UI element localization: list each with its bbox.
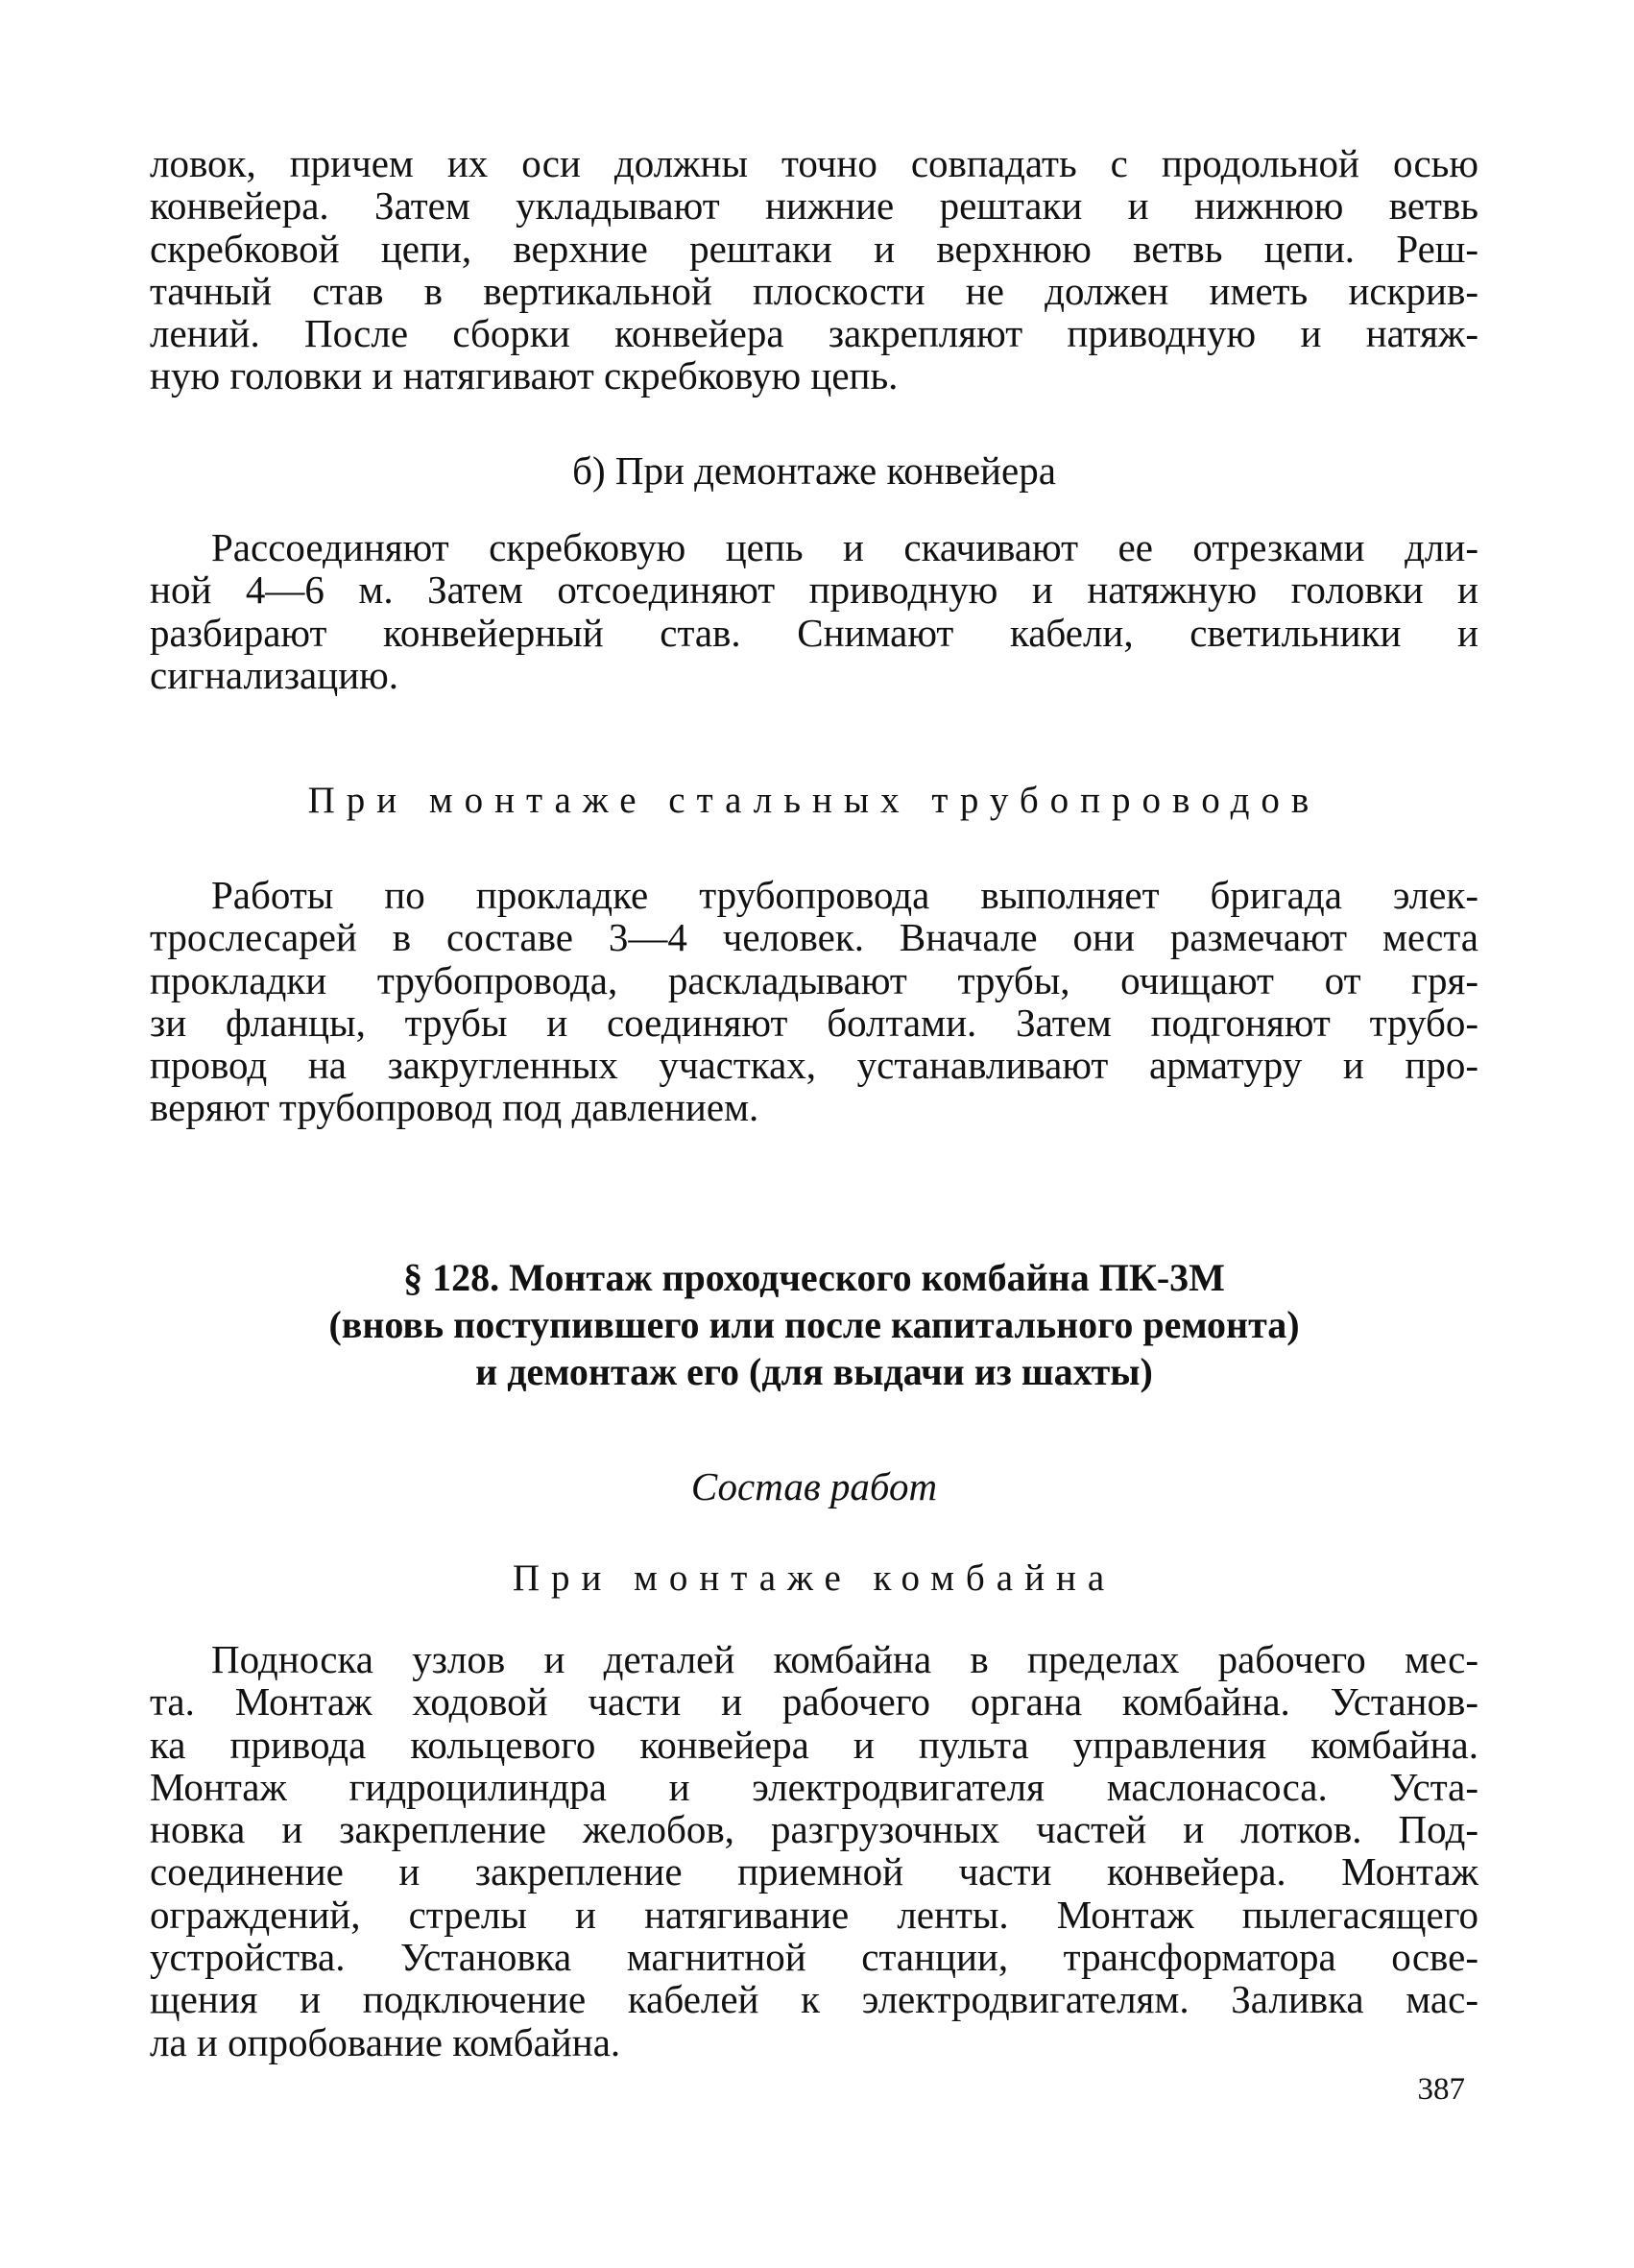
text-line: сигнализацию. (150, 652, 399, 697)
text-line: щения и подключение кабелей к электродвигателям. Заливка мас- (150, 1977, 1478, 2022)
text-line: ла и опробование комбайна. (150, 2019, 621, 2064)
text-line: устройства. Установка магнитной станции, трансформатора осве- (150, 1935, 1478, 1980)
subheading-pipelines: При монтаже стальных трубопроводов (307, 780, 1321, 821)
text-line: ка привода кольцевого конвейера и пульта управления комбайна. (150, 1722, 1478, 1767)
text-line: провод на закругленных участках, устанавливают арматуру и про- (150, 1043, 1478, 1088)
text-line: тачный став в вертикальной плоскости не должен иметь искрив- (150, 268, 1478, 313)
section-heading (150, 1254, 1478, 1395)
text-line: зи фланцы, трубы и соединяют болтами. Затем подгоняют трубо- (150, 1000, 1478, 1045)
paragraph-pipelines (150, 874, 1478, 1129)
paragraph-combine-assembly (150, 1638, 1478, 2063)
composition-heading: Состав работ (690, 1464, 938, 1508)
text-line: лений. После сборки конвейера закрепляют приводную и натяж- (150, 311, 1478, 356)
text-line: веряют трубопровод под давлением. (150, 1085, 759, 1130)
text-line: конвейера. Затем укладывают нижние рештаки и нижнюю ветвь (150, 183, 1478, 229)
text-line: ную головки и натягивают скребковую цепь. (150, 353, 899, 398)
text-line: новка и закрепление желобов, разгрузочных частей и лотков. Под- (150, 1807, 1478, 1852)
text-line: разбирают конвейерный став. Снимают кабели, светильники и (150, 610, 1478, 655)
text-line: трослесарей в составе 3—4 человек. Вначале они размечают места (150, 915, 1478, 960)
text-line: ограждений, стрелы и натягивание ленты. Монтаж пылегасящего (150, 1892, 1478, 1937)
subheading-combine: При монтаже комбайна (512, 1557, 1117, 1599)
subheading-dismantle: б) При демонтаже конвейера (572, 448, 1056, 493)
text-line: Монтаж гидроцилиндра и электродвигателя маслонасоса. Уста- (150, 1764, 1478, 1809)
page-number: 387 (1417, 2072, 1465, 2107)
section-heading-line: и демонтаж его (для выдачи из шахты) (475, 1350, 1153, 1393)
text-line: Подноска узлов и деталей комбайна в пределах рабочего мес- (211, 1637, 1478, 1681)
text-line: соединение и закрепление приемной части конвейера. Монтаж (150, 1849, 1478, 1894)
text-line: ной 4—6 м. Затем отсоединяют приводную и натяжную головки и (150, 567, 1478, 613)
section-heading-line: (вновь поступившего или после капитального ремонта) (328, 1303, 1300, 1346)
text-line: та. Монтаж ходовой части и рабочего органа комбайна. Установ- (150, 1679, 1478, 1725)
text-line: скребковой цепи, верхние рештаки и верхнюю ветвь цепи. Реш- (150, 226, 1478, 271)
paragraph-conveyor-assembly (150, 142, 1478, 398)
text-line: ловок, причем их оси должны точно совпадать с продольной осью (150, 141, 1478, 185)
text-line: прокладки трубопровода, раскладывают трубы, очищают от гря- (150, 957, 1478, 1002)
paragraph-conveyor-dismantle (150, 526, 1478, 696)
text-line: Рассоединяют скребковую цепь и скачивают ее отрезками дли- (211, 525, 1478, 569)
section-heading-line: § 128. Монтаж проходческого комбайна ПК-3М (403, 1256, 1225, 1299)
text-line: Работы по прокладке трубопровода выполняет бригада элек- (211, 873, 1478, 917)
